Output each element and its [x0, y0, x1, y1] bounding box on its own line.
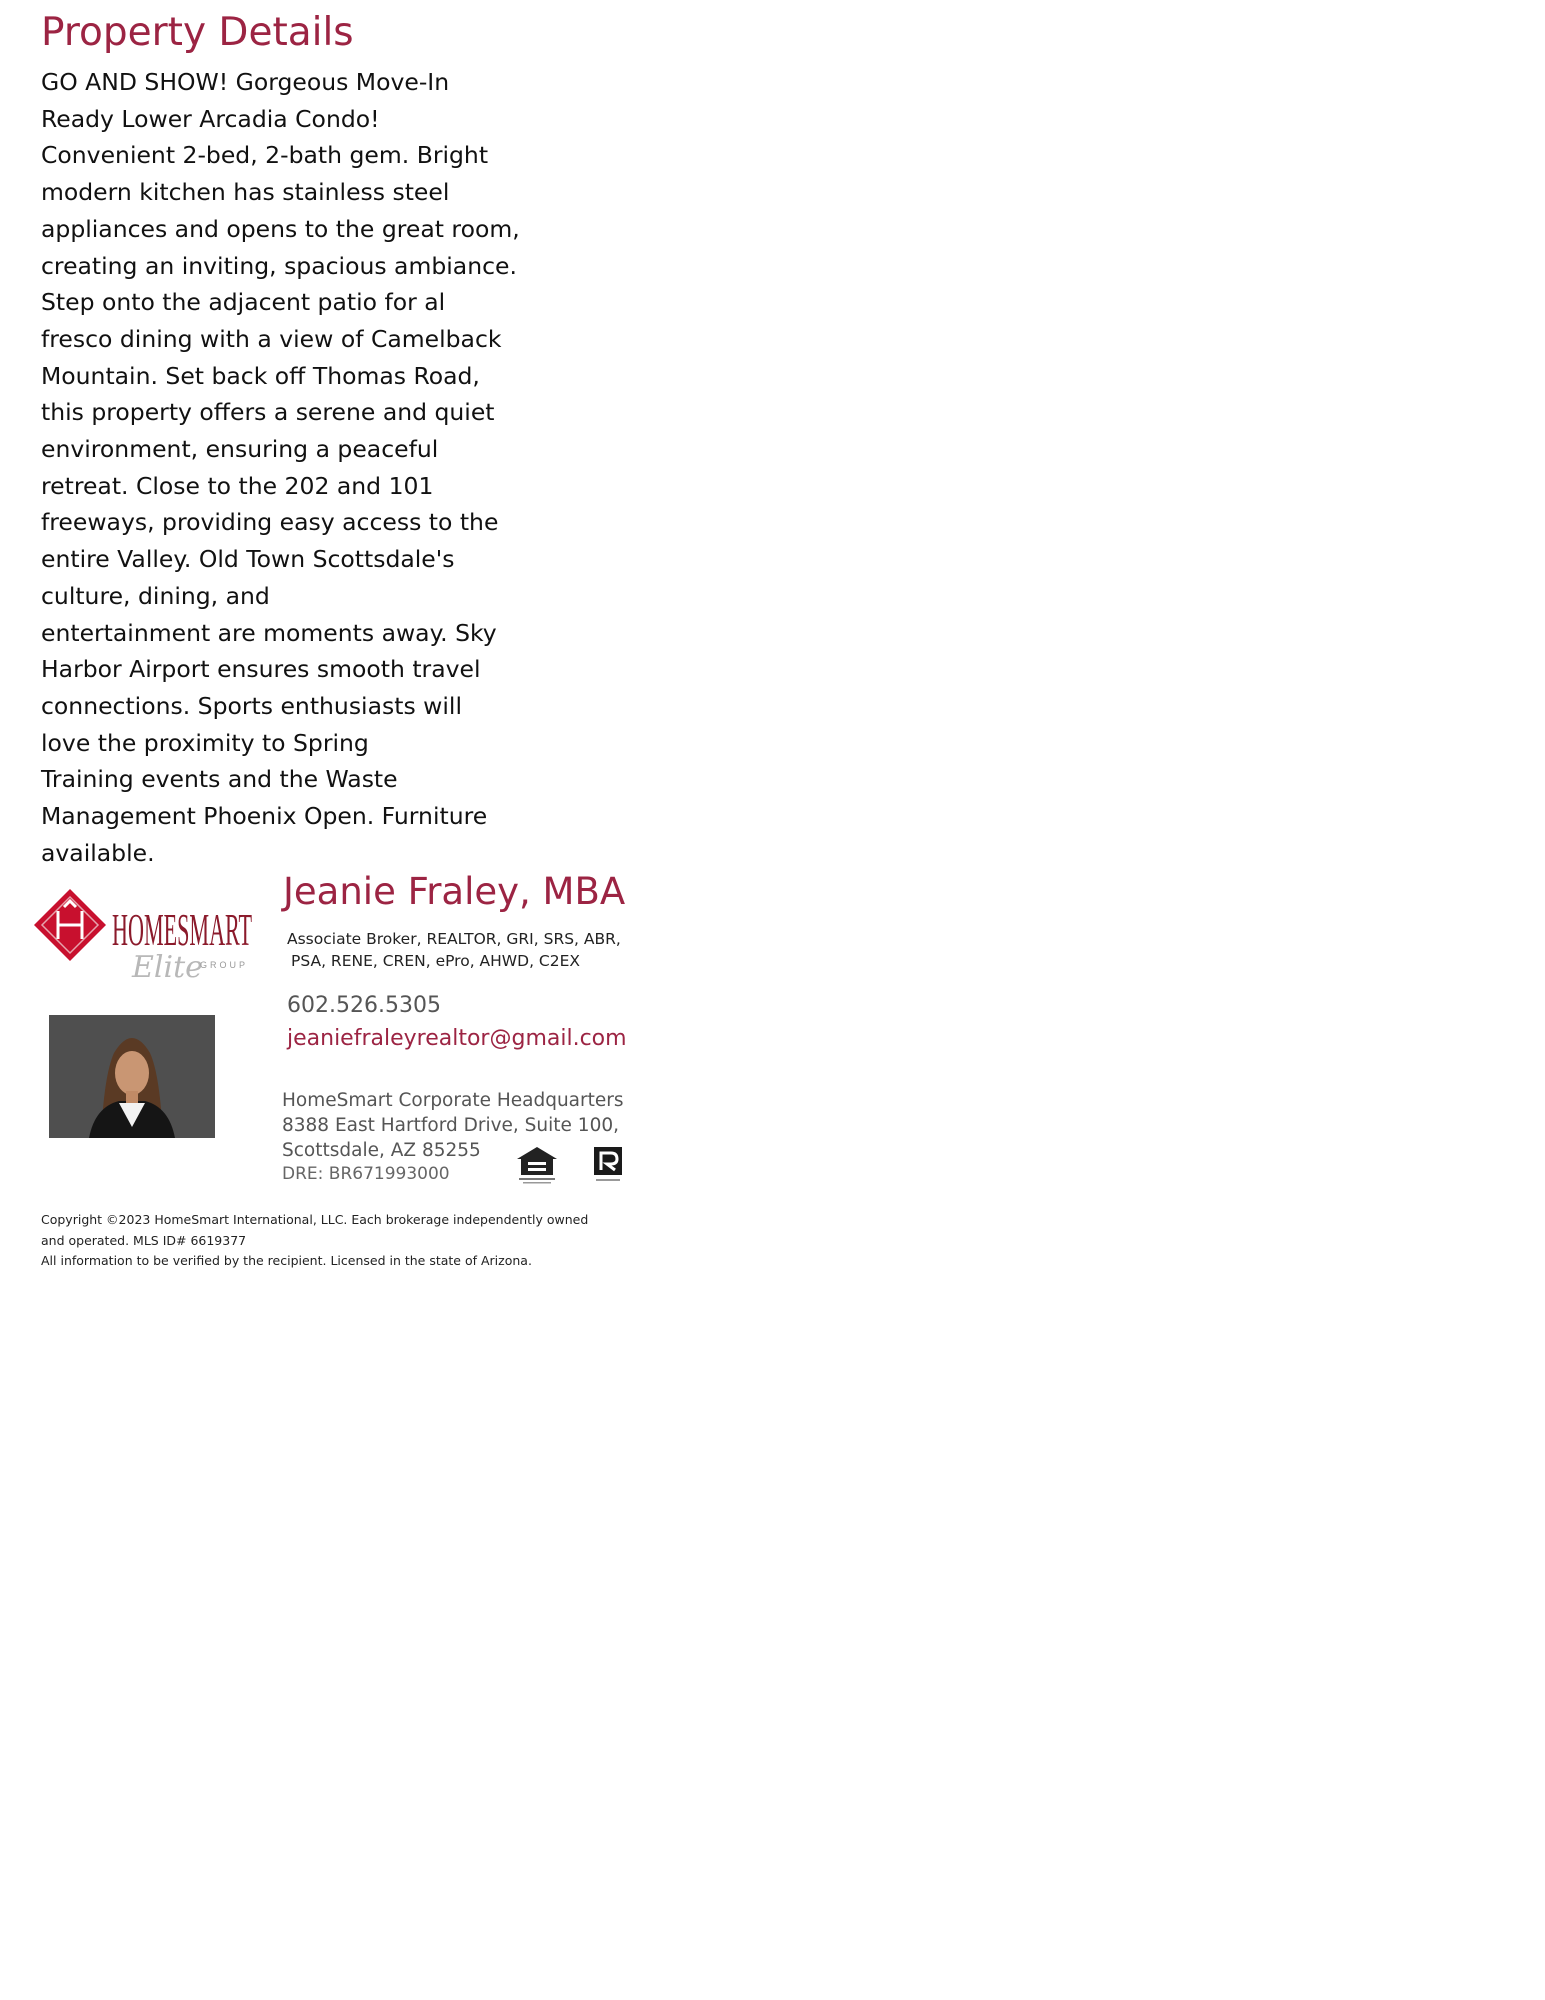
- office-address-line: Scottsdale, AZ 85255: [282, 1140, 481, 1161]
- description-line: Convenient 2-bed, 2-bath gem. Bright: [41, 141, 489, 170]
- description-line: GO AND SHOW! Gorgeous Move-In: [41, 68, 450, 96]
- equal-housing-opportunity-icon: [515, 1145, 559, 1185]
- credentials-line: Associate Broker, REALTOR, GRI, SRS, ABR,: [287, 930, 621, 948]
- description-line: Harbor Airport ensures smooth travel: [41, 655, 481, 684]
- description-line: Management Phoenix Open. Furniture: [41, 802, 488, 831]
- copyright-notice: [41, 1210, 588, 1272]
- property-description: [41, 64, 520, 871]
- description-line: available.: [41, 838, 155, 867]
- credentials-line: PSA, RENE, CREN, ePro, AHWD, C2EX: [291, 952, 581, 970]
- copyright-line: All information to be verified by the recipient. Licensed in the state of Arizona.: [41, 1253, 532, 1268]
- description-line: love the proximity to Spring: [41, 728, 369, 757]
- logo-wordmark: HOMESMART: [112, 904, 252, 955]
- description-line: Ready Lower Arcadia Condo!: [41, 104, 380, 133]
- logo-script: Elite: [132, 950, 203, 985]
- description-line: appliances and opens to the great room,: [41, 214, 520, 243]
- description-line: entire Valley. Old Town Scottsdale's: [41, 545, 455, 574]
- agent-phone[interactable]: 602.526.5305: [287, 993, 441, 1018]
- homesmart-logo: [34, 885, 256, 987]
- realtor-r-icon: [590, 1145, 626, 1185]
- description-line: fresco dining with a view of Camelback: [41, 324, 502, 353]
- description-line: environment, ensuring a peaceful: [41, 435, 439, 464]
- page-title: Property Details: [41, 10, 354, 55]
- office-address: [282, 1088, 624, 1163]
- agent-credentials: [287, 928, 621, 972]
- description-line: freeways, providing easy access to the: [41, 508, 499, 537]
- office-address-line: 8388 East Hartford Drive, Suite 100,: [282, 1115, 620, 1136]
- description-line: modern kitchen has stainless steel: [41, 178, 450, 207]
- description-line: Mountain. Set back off Thomas Road,: [41, 361, 480, 390]
- copyright-line: Copyright ©2023 HomeSmart International, LLC. Each brokerage independently owned: [41, 1212, 589, 1227]
- dre-license: DRE: BR671993000: [282, 1164, 450, 1184]
- agent-name: Jeanie Fraley, MBA: [283, 870, 626, 913]
- agent-photo: [49, 1015, 215, 1138]
- description-line: culture, dining, and: [41, 581, 270, 610]
- description-line: creating an inviting, spacious ambiance.: [41, 251, 517, 280]
- description-line: Training events and the Waste: [41, 765, 398, 794]
- description-line: Step onto the adjacent patio for al: [41, 288, 446, 317]
- copyright-line: and operated. MLS ID# 6619377: [41, 1232, 247, 1248]
- description-line: entertainment are moments away. Sky: [41, 618, 497, 647]
- logo-group: GROUP: [200, 960, 249, 970]
- description-line: connections. Sports enthusiasts will: [41, 691, 462, 720]
- agent-email-link[interactable]: jeaniefraleyrealtor@gmail.com: [287, 1026, 627, 1051]
- description-line: retreat. Close to the 202 and 101: [41, 471, 434, 500]
- office-name: HomeSmart Corporate Headquarters: [282, 1090, 624, 1111]
- description-line: this property offers a serene and quiet: [41, 398, 495, 427]
